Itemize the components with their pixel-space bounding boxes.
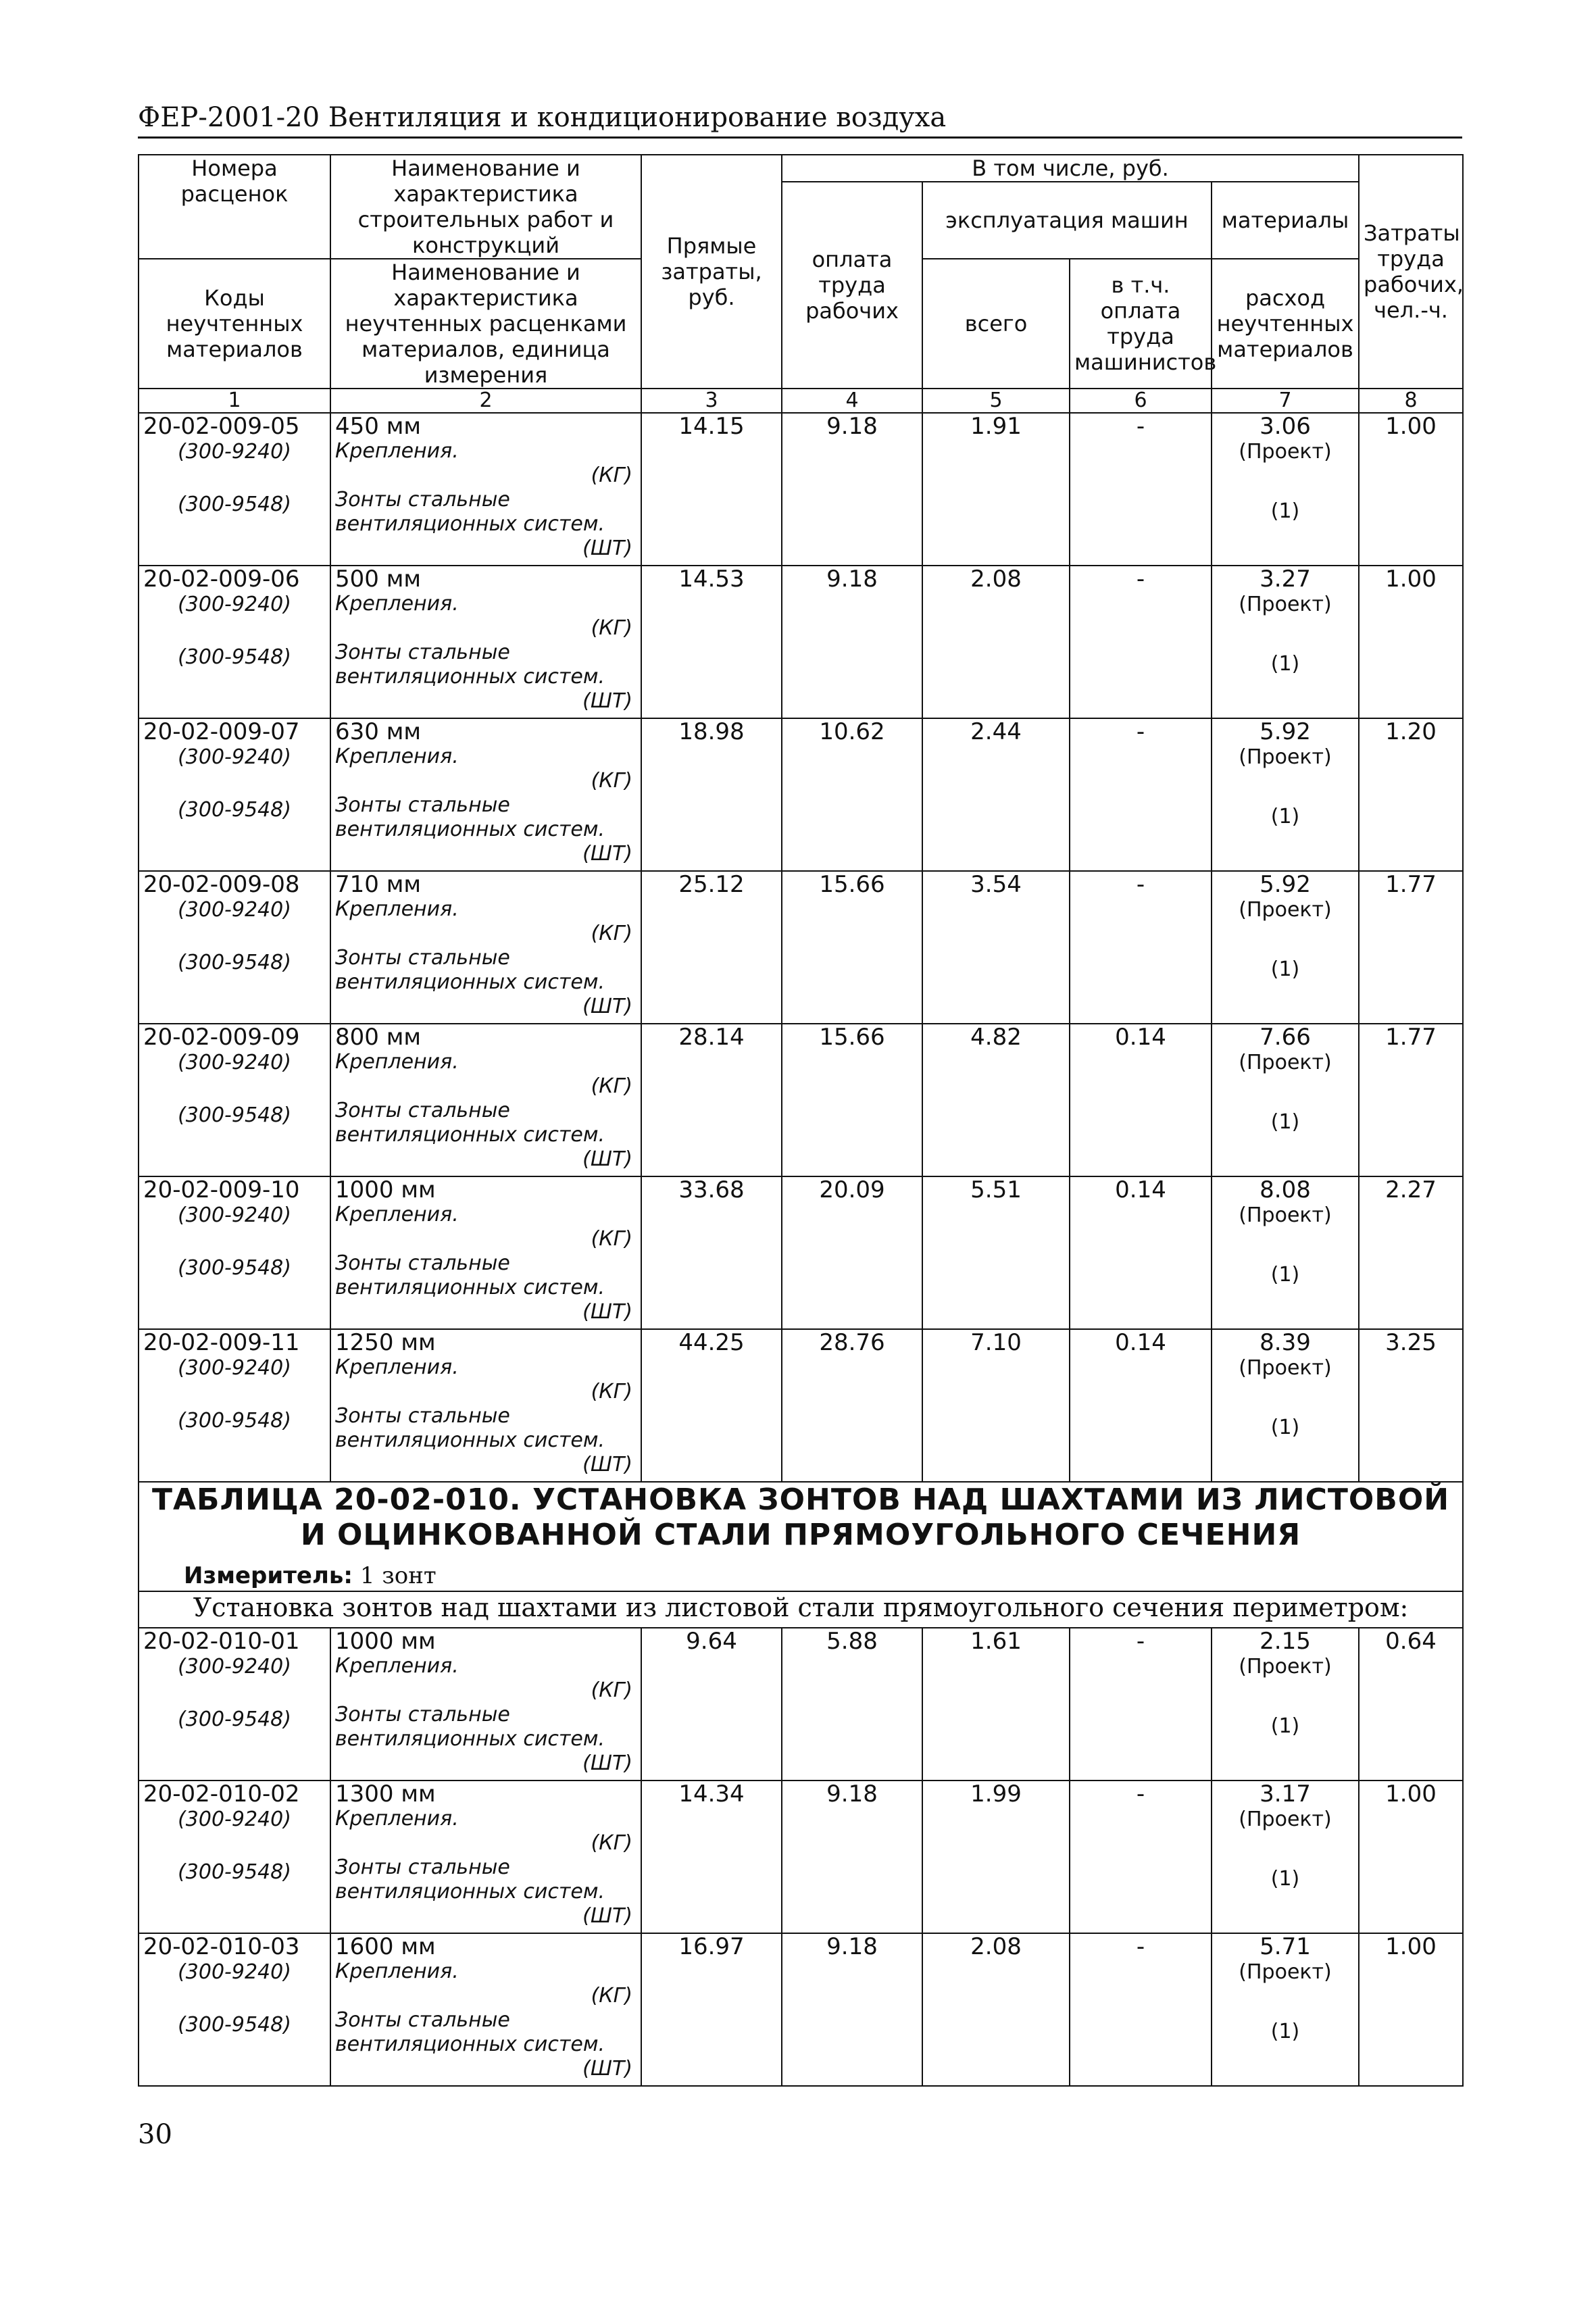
machines-total: 2.44 <box>922 718 1070 871</box>
rate-code: 20-02-009-05 <box>143 413 300 440</box>
header-material-codes: Коды неучтенных материалов <box>139 259 330 389</box>
material-code: (300-9240) <box>178 593 291 616</box>
material-code: (300-9240) <box>178 1960 291 1984</box>
page-header <box>138 101 1462 139</box>
materials-cell <box>1212 1176 1359 1329</box>
header-materials-unaccounted: расход неучтенных материалов <box>1212 259 1359 389</box>
material-code: (300-9548) <box>178 1103 291 1127</box>
machinists-pay: - <box>1070 1933 1212 2086</box>
material-code: (300-9548) <box>178 1708 291 1731</box>
running-title: ФЕР-2001-20 Вентиляция и кондиционирование воздуха <box>138 102 947 133</box>
labor-hours: 1.00 <box>1359 413 1463 566</box>
materials-qty: (1) <box>1270 499 1300 523</box>
materials-value: 8.08 <box>1260 1176 1311 1203</box>
rate-code: 20-02-009-08 <box>143 871 300 898</box>
material-unit: (ШТ) <box>582 689 632 713</box>
group2-rows <box>139 1628 1463 2086</box>
rates-table <box>138 154 1464 2087</box>
material-unit: (ШТ) <box>582 1300 632 1324</box>
material-name: Крепления. <box>335 1960 459 1983</box>
labor-pay: 28.76 <box>782 1329 922 1482</box>
table-row <box>139 1628 1463 1781</box>
labor-pay: 9.18 <box>782 1933 922 2086</box>
description-cell <box>330 871 641 1024</box>
materials-project: (Проект) <box>1239 440 1332 464</box>
rate-code: 20-02-009-09 <box>143 1024 300 1051</box>
machinists-pay: - <box>1070 871 1212 1024</box>
material-name: Крепления. <box>335 592 459 616</box>
labor-hours: 3.25 <box>1359 1329 1463 1482</box>
header-rate-numbers: Номера расценок <box>139 155 330 259</box>
materials-value: 3.27 <box>1260 566 1311 593</box>
rate-code: 20-02-009-07 <box>143 718 300 745</box>
header-machines: эксплуатация машин <box>922 182 1212 259</box>
machines-total: 1.99 <box>922 1781 1070 1933</box>
machines-total: 3.54 <box>922 871 1070 1024</box>
column-number: 1 <box>139 389 330 413</box>
description-cell <box>330 1176 641 1329</box>
material-unit: (ШТ) <box>582 2057 632 2081</box>
materials-value: 5.71 <box>1260 1933 1311 1960</box>
table2-title-cell <box>139 1482 1463 1591</box>
column-number: 8 <box>1359 389 1463 413</box>
labor-hours: 1.00 <box>1359 1781 1463 1933</box>
material-code: (300-9240) <box>178 1655 291 1678</box>
column-number: 3 <box>641 389 782 413</box>
description-cell <box>330 1933 641 2086</box>
material-code: (300-9240) <box>178 1203 291 1227</box>
materials-qty: (1) <box>1270 1110 1300 1134</box>
material-unit: (КГ) <box>591 769 632 793</box>
group1-rows <box>139 413 1463 1482</box>
size-label: 1000 мм <box>335 1628 436 1655</box>
column-number: 7 <box>1212 389 1359 413</box>
direct-costs: 44.25 <box>641 1329 782 1482</box>
labor-pay: 9.18 <box>782 566 922 718</box>
labor-hours: 1.77 <box>1359 871 1463 1024</box>
materials-project: (Проект) <box>1239 1808 1332 1831</box>
table-row <box>139 1024 1463 1176</box>
material-unit: (КГ) <box>591 1074 632 1098</box>
page-number: 30 <box>138 2119 172 2150</box>
description-cell <box>330 1329 641 1482</box>
column-numbers-row <box>139 389 1463 413</box>
header-direct-costs: Прямые затраты, руб. <box>641 155 782 389</box>
material-name: Крепления. <box>335 439 459 463</box>
machines-total: 1.91 <box>922 413 1070 566</box>
materials-project: (Проект) <box>1239 1356 1332 1380</box>
material-code: (300-9548) <box>178 1860 291 1884</box>
materials-cell <box>1212 1781 1359 1933</box>
material-name: Зонты стальные вентиляционных систем. <box>335 1099 605 1147</box>
material-unit: (ШТ) <box>582 995 632 1018</box>
material-code: (300-9548) <box>178 1409 291 1433</box>
material-name: Зонты стальные вентиляционных систем. <box>335 1856 605 1903</box>
description-cell <box>330 718 641 871</box>
materials-project: (Проект) <box>1239 745 1332 769</box>
material-name: Зонты стальные вентиляционных систем. <box>335 2008 605 2056</box>
material-code: (300-9240) <box>178 1808 291 1831</box>
labor-pay: 9.18 <box>782 1781 922 1933</box>
machinists-pay: - <box>1070 566 1212 718</box>
machines-total: 5.51 <box>922 1176 1070 1329</box>
table-head <box>139 155 1463 413</box>
materials-project: (Проект) <box>1239 1960 1332 1984</box>
material-name: Крепления. <box>335 1807 459 1831</box>
description-cell <box>330 1024 641 1176</box>
direct-costs: 9.64 <box>641 1628 782 1781</box>
material-name: Зонты стальные вентиляционных систем. <box>335 641 605 689</box>
header-including: В том числе, руб. <box>782 155 1359 182</box>
material-code: (300-9240) <box>178 898 291 922</box>
header-material-desc: Наименование и характеристика неучтенных расценками материалов, единица измерения <box>330 259 641 389</box>
material-unit: (КГ) <box>591 1678 632 1702</box>
labor-hours: 1.77 <box>1359 1024 1463 1176</box>
materials-project: (Проект) <box>1239 593 1332 616</box>
labor-pay: 5.88 <box>782 1628 922 1781</box>
material-code: (300-9548) <box>178 645 291 669</box>
material-unit: (КГ) <box>591 616 632 640</box>
materials-project: (Проект) <box>1239 1203 1332 1227</box>
machines-total: 1.61 <box>922 1628 1070 1781</box>
material-unit: (КГ) <box>591 1227 632 1251</box>
materials-qty: (1) <box>1270 1867 1300 1891</box>
material-unit: (КГ) <box>591 1984 632 2008</box>
material-unit: (КГ) <box>591 464 632 487</box>
materials-qty: (1) <box>1270 805 1300 828</box>
materials-qty: (1) <box>1270 1714 1300 1738</box>
material-unit: (КГ) <box>591 922 632 945</box>
rate-code: 20-02-010-02 <box>143 1781 300 1808</box>
rate-code-cell <box>139 413 330 566</box>
materials-qty: (1) <box>1270 957 1300 981</box>
table-row <box>139 1176 1463 1329</box>
material-code: (300-9548) <box>178 1256 291 1280</box>
material-name: Зонты стальные вентиляционных систем. <box>335 488 605 536</box>
materials-cell <box>1212 1933 1359 2086</box>
header-labor-pay: оплата труда рабочих <box>782 182 922 389</box>
direct-costs: 16.97 <box>641 1933 782 2086</box>
materials-qty: (1) <box>1270 652 1300 676</box>
machinists-pay: - <box>1070 413 1212 566</box>
header-materials: материалы <box>1212 182 1359 259</box>
materials-value: 8.39 <box>1260 1329 1311 1356</box>
table2-subheading: Установка зонтов над шахтами из листовой стали прямоугольного сечения периметром: <box>139 1591 1463 1628</box>
machinists-pay: - <box>1070 718 1212 871</box>
materials-value: 3.17 <box>1260 1781 1311 1808</box>
machines-total: 4.82 <box>922 1024 1070 1176</box>
machinists-pay: 0.14 <box>1070 1024 1212 1176</box>
rate-code-cell <box>139 1628 330 1781</box>
description-cell <box>330 566 641 718</box>
direct-costs: 18.98 <box>641 718 782 871</box>
materials-value: 2.15 <box>1260 1628 1311 1655</box>
description-cell <box>330 413 641 566</box>
materials-qty: (1) <box>1270 2020 1300 2043</box>
direct-costs: 14.15 <box>641 413 782 566</box>
direct-costs: 14.34 <box>641 1781 782 1933</box>
rate-code-cell <box>139 871 330 1024</box>
material-unit: (ШТ) <box>582 537 632 560</box>
materials-qty: (1) <box>1270 1416 1300 1439</box>
column-number: 6 <box>1070 389 1212 413</box>
table-row <box>139 1933 1463 2086</box>
table-row <box>139 1781 1463 1933</box>
header-labor-costs: Затраты труда рабочих, чел.-ч. <box>1359 155 1463 389</box>
material-unit: (ШТ) <box>582 1751 632 1775</box>
materials-value: 7.66 <box>1260 1024 1311 1051</box>
size-label: 1000 мм <box>335 1176 436 1203</box>
materials-cell <box>1212 871 1359 1024</box>
labor-pay: 20.09 <box>782 1176 922 1329</box>
machines-total: 2.08 <box>922 1933 1070 2086</box>
material-unit: (ШТ) <box>582 842 632 866</box>
rate-code-cell <box>139 1933 330 2086</box>
table-row <box>139 871 1463 1024</box>
table2-heading <box>139 1482 1463 1628</box>
material-unit: (ШТ) <box>582 1904 632 1928</box>
material-code: (300-9548) <box>178 951 291 974</box>
table-row <box>139 718 1463 871</box>
material-name: Крепления. <box>335 745 459 768</box>
material-code: (300-9240) <box>178 440 291 464</box>
material-name: Зонты стальные вентиляционных систем. <box>335 946 605 994</box>
table2-meter <box>143 1561 1458 1591</box>
materials-value: 5.92 <box>1260 718 1311 745</box>
materials-cell <box>1212 1329 1359 1482</box>
material-name: Крепления. <box>335 1654 459 1678</box>
meter-value: 1 зонт <box>359 1562 437 1589</box>
labor-hours: 2.27 <box>1359 1176 1463 1329</box>
materials-cell <box>1212 1024 1359 1176</box>
column-number: 5 <box>922 389 1070 413</box>
materials-qty: (1) <box>1270 1263 1300 1287</box>
size-label: 1300 мм <box>335 1781 436 1808</box>
size-label: 1250 мм <box>335 1329 436 1356</box>
table2-title: ТАБЛИЦА 20-02-010. УСТАНОВКА ЗОНТОВ НАД ШАХТАМИ ИЗ ЛИСТОВОЙ И ОЦИНКОВАННОЙ СТАЛИ ПРЯМОУГОЛЬНОГО СЕЧЕНИЯ <box>151 1483 1450 1552</box>
rate-code-cell <box>139 566 330 718</box>
size-label: 450 мм <box>335 413 422 440</box>
machinists-pay: 0.14 <box>1070 1329 1212 1482</box>
materials-cell <box>1212 413 1359 566</box>
size-label: 800 мм <box>335 1024 422 1051</box>
material-code: (300-9548) <box>178 493 291 516</box>
description-cell <box>330 1628 641 1781</box>
size-label: 1600 мм <box>335 1933 436 1960</box>
material-code: (300-9240) <box>178 1356 291 1380</box>
materials-cell <box>1212 566 1359 718</box>
size-label: 500 мм <box>335 566 422 593</box>
table-row <box>139 413 1463 566</box>
rate-code: 20-02-009-11 <box>143 1329 300 1356</box>
rate-code-cell <box>139 1176 330 1329</box>
material-name: Крепления. <box>335 1355 459 1379</box>
material-name: Зонты стальные вентиляционных систем. <box>335 793 605 841</box>
material-code: (300-9240) <box>178 745 291 769</box>
column-number: 2 <box>330 389 641 413</box>
labor-hours: 1.00 <box>1359 1933 1463 2086</box>
labor-hours: 1.20 <box>1359 718 1463 871</box>
column-number: 4 <box>782 389 922 413</box>
material-name: Зонты стальные вентиляционных систем. <box>335 1404 605 1452</box>
material-unit: (КГ) <box>591 1380 632 1403</box>
materials-project: (Проект) <box>1239 1051 1332 1074</box>
material-code: (300-9548) <box>178 2013 291 2037</box>
labor-pay: 15.66 <box>782 871 922 1024</box>
materials-value: 3.06 <box>1260 413 1311 440</box>
material-name: Крепления. <box>335 897 459 921</box>
direct-costs: 25.12 <box>641 871 782 1024</box>
labor-pay: 9.18 <box>782 413 922 566</box>
labor-hours: 0.64 <box>1359 1628 1463 1781</box>
machines-total: 7.10 <box>922 1329 1070 1482</box>
material-code: (300-9240) <box>178 1051 291 1074</box>
rate-code: 20-02-009-06 <box>143 566 300 593</box>
rate-code-cell <box>139 718 330 871</box>
description-cell <box>330 1781 641 1933</box>
header-machinists-pay: в т.ч. оплата труда машинистов <box>1070 259 1212 389</box>
materials-cell <box>1212 718 1359 871</box>
material-unit: (ШТ) <box>582 1453 632 1476</box>
size-label: 630 мм <box>335 718 422 745</box>
header-name: Наименование и характеристика строительных работ и конструкций <box>330 155 641 259</box>
rate-code: 20-02-009-10 <box>143 1176 300 1203</box>
rate-code-cell <box>139 1024 330 1176</box>
machines-total: 2.08 <box>922 566 1070 718</box>
machinists-pay: 0.14 <box>1070 1176 1212 1329</box>
rate-code: 20-02-010-01 <box>143 1628 300 1655</box>
material-name: Зонты стальные вентиляционных систем. <box>335 1703 605 1751</box>
materials-cell <box>1212 1628 1359 1781</box>
machinists-pay: - <box>1070 1781 1212 1933</box>
materials-value: 5.92 <box>1260 871 1311 898</box>
labor-pay: 15.66 <box>782 1024 922 1176</box>
labor-hours: 1.00 <box>1359 566 1463 718</box>
material-name: Зонты стальные вентиляционных систем. <box>335 1251 605 1299</box>
labor-pay: 10.62 <box>782 718 922 871</box>
direct-costs: 33.68 <box>641 1176 782 1329</box>
material-name: Крепления. <box>335 1203 459 1226</box>
meter-label: Измеритель: <box>184 1562 353 1589</box>
material-unit: (ШТ) <box>582 1147 632 1171</box>
material-name: Крепления. <box>335 1050 459 1074</box>
table-row <box>139 1329 1463 1482</box>
header-machines-total: всего <box>922 259 1070 389</box>
materials-project: (Проект) <box>1239 1655 1332 1678</box>
direct-costs: 28.14 <box>641 1024 782 1176</box>
machinists-pay: - <box>1070 1628 1212 1781</box>
materials-project: (Проект) <box>1239 898 1332 922</box>
rate-code-cell <box>139 1329 330 1482</box>
direct-costs: 14.53 <box>641 566 782 718</box>
size-label: 710 мм <box>335 871 422 898</box>
table-row <box>139 566 1463 718</box>
material-code: (300-9548) <box>178 798 291 822</box>
material-unit: (КГ) <box>591 1831 632 1855</box>
rate-code: 20-02-010-03 <box>143 1933 300 1960</box>
rate-code-cell <box>139 1781 330 1933</box>
